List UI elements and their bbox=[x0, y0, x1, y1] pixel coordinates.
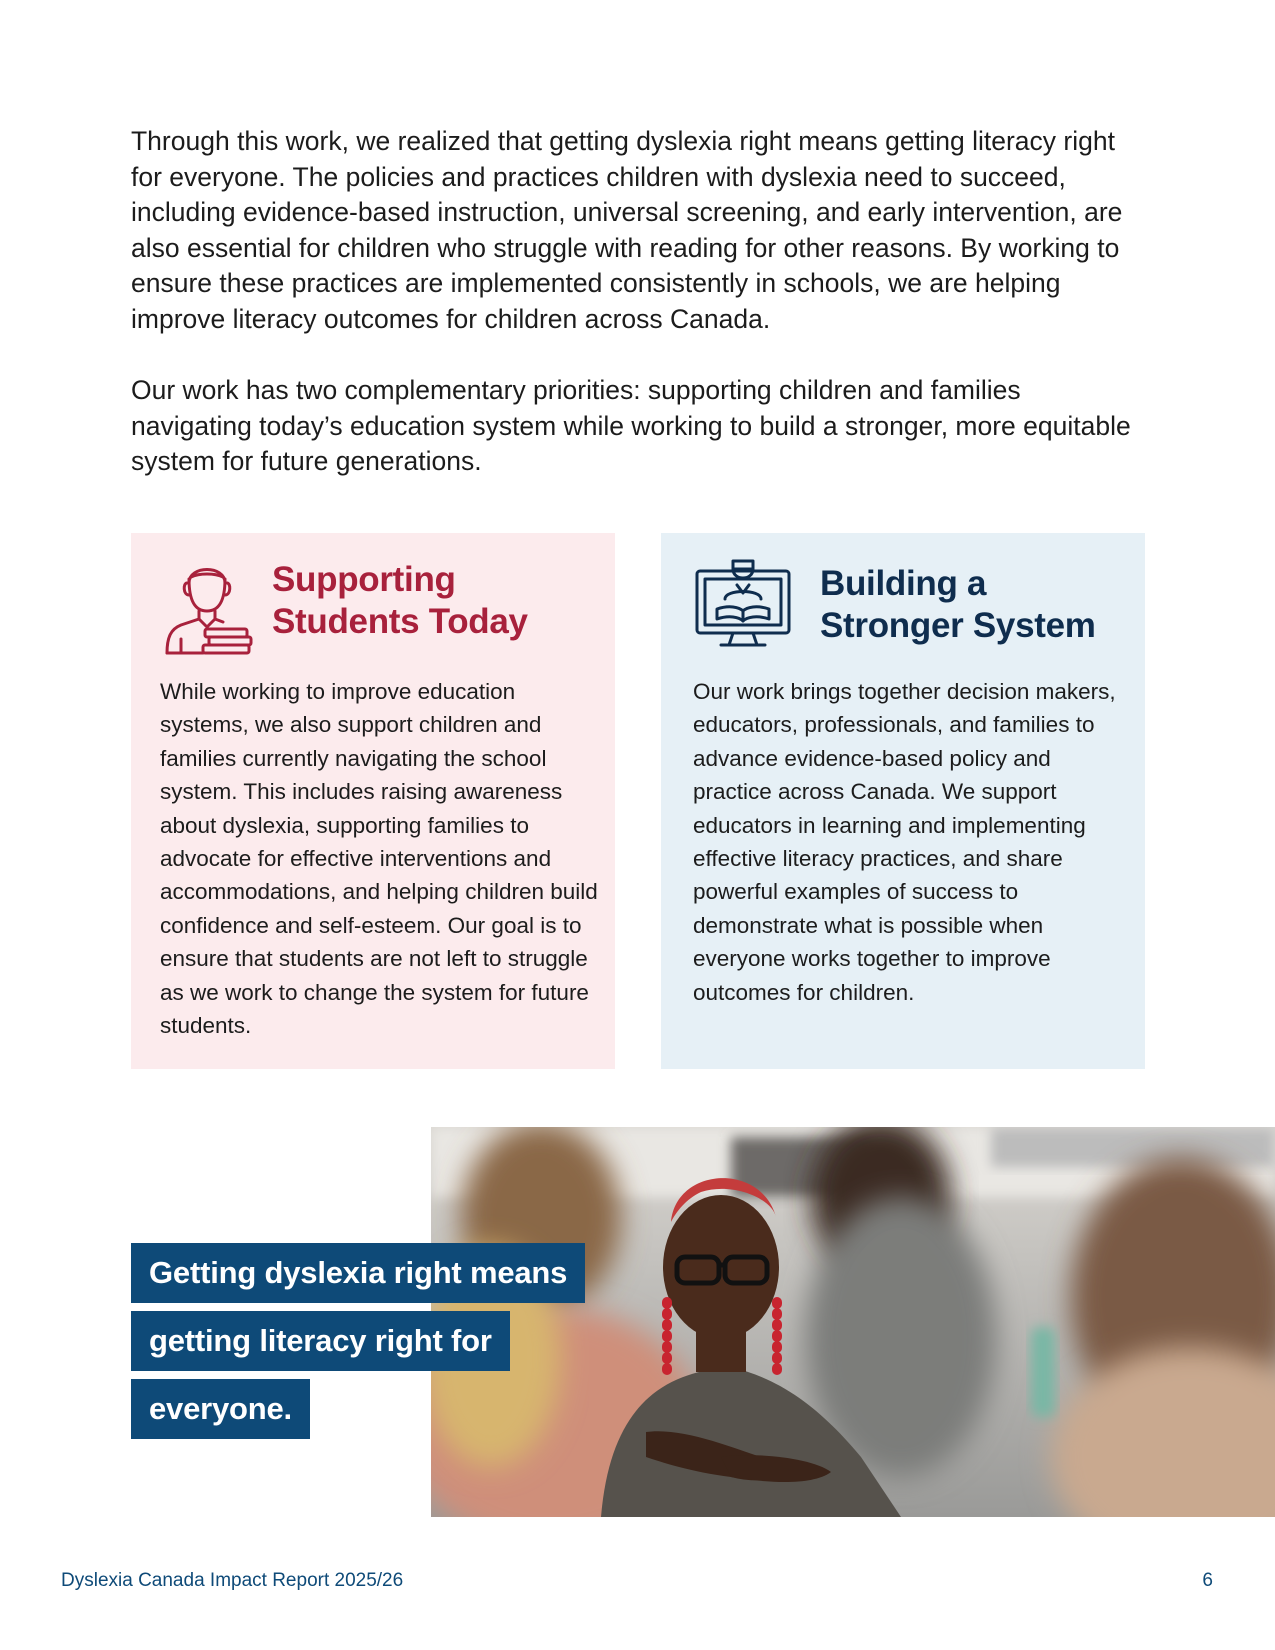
card-title-supporting: Supporting Students Today bbox=[272, 560, 528, 641]
online-teacher-monitor-icon bbox=[693, 555, 793, 651]
supporting-students-card bbox=[131, 533, 615, 1069]
student-with-books-icon bbox=[159, 553, 255, 657]
intro-text bbox=[131, 124, 1141, 480]
page-number: 6 bbox=[1202, 1570, 1213, 1591]
card-body-supporting: While working to improve education systems, we also support children and families currently navigating the school system. This includes raising awareness about dyslexia, supporting families to advocate for effective interventions and accommodations, and helping children build confidence and self-esteem. Our goal is to ensure that students are not left to struggle as we work to change the system for future students. bbox=[160, 679, 598, 1039]
pull-quote-line-2: getting literacy right for bbox=[131, 1311, 510, 1371]
pull-quote-line-1: Getting dyslexia right means bbox=[131, 1243, 585, 1303]
footer-report-title: Dyslexia Canada Impact Report 2025/26 bbox=[61, 1570, 404, 1591]
intro-paragraph-2: Our work has two complementary priorities: supporting children and families navigating today’s education system while working to build a stronger, more equitable system for future generations. bbox=[131, 375, 1131, 476]
intro-paragraph-1: Through this work, we realized that getting dyslexia right means getting literacy right for everyone. The policies and practices children with dyslexia need to succeed, including evidence-based instruction, universal screening, and early intervention, are also essential for children who struggle with reading for other reasons. By working to ensure these practices are implemented consistently in schools, we are helping improve literacy outcomes for children across Canada. bbox=[131, 126, 1123, 334]
workshop-photo bbox=[431, 1127, 1275, 1517]
card-body-building: Our work brings together decision makers, educators, professionals, and families to advance evidence-based policy and practice across Canada. We support educators in learning and implementing effective literacy practices, and share powerful examples of success to demonstrate what is possible when everyone works together to improve outcomes for children. bbox=[693, 679, 1116, 1005]
building-system-card bbox=[661, 533, 1145, 1069]
pull-quote-line-3: everyone. bbox=[131, 1379, 310, 1439]
card-title-building: Building a Stronger System bbox=[820, 564, 1096, 645]
